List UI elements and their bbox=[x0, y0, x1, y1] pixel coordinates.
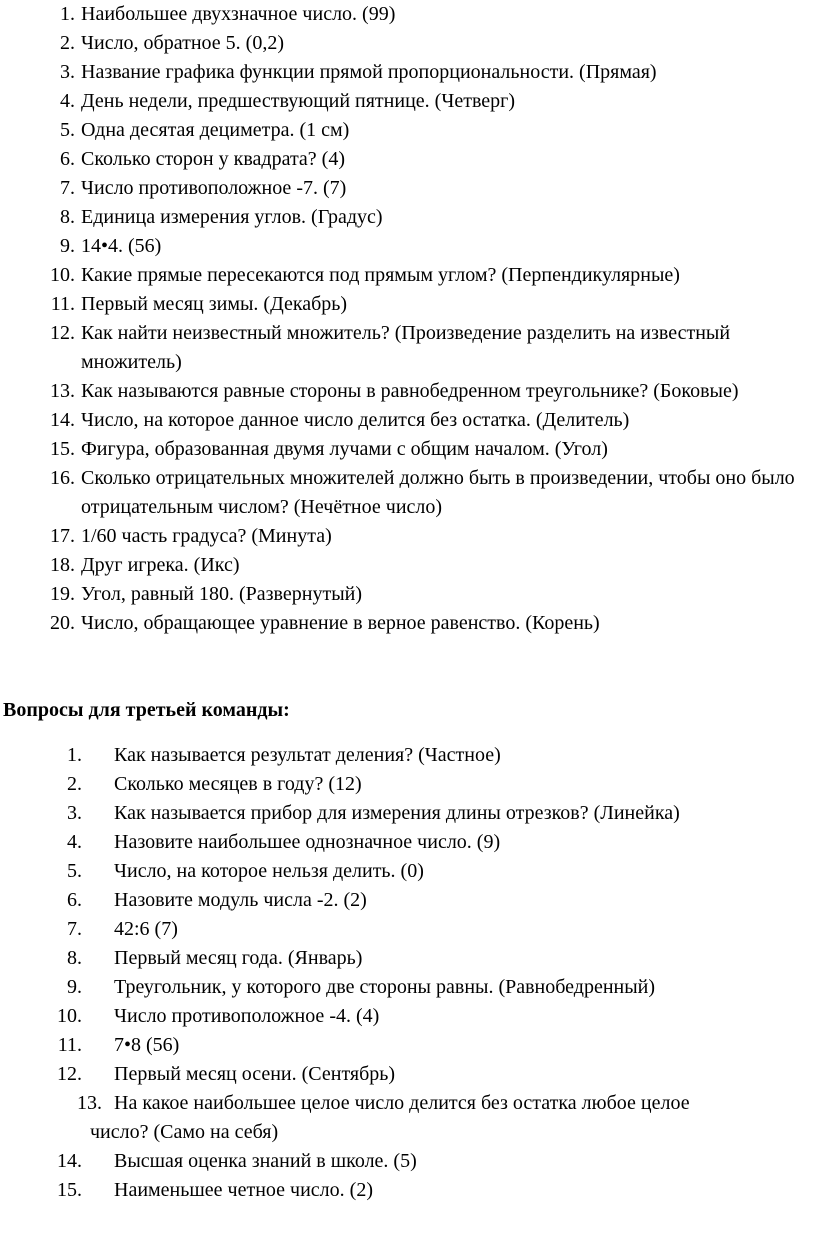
questions-list-third-team bbox=[0, 741, 816, 1205]
item-number: 1. bbox=[60, 3, 75, 25]
item-line-2 bbox=[0, 1118, 786, 1147]
item-text: Сколько месяцев в году? (12) bbox=[114, 773, 362, 795]
item-text: Какие прямые пересекаются под прямым углом? (Перпендикулярные) bbox=[81, 264, 680, 286]
item-number: 12. bbox=[57, 1063, 82, 1085]
item-text: Наименьшее четное число. (2) bbox=[114, 1179, 373, 1201]
item-text: 1/60 часть градуса? (Минута) bbox=[81, 525, 332, 547]
list-item bbox=[0, 87, 816, 116]
list-item bbox=[0, 232, 816, 261]
item-text: Как называется результат деления? (Частное) bbox=[114, 744, 501, 766]
list-item bbox=[0, 174, 816, 203]
list-item bbox=[0, 1176, 816, 1205]
list-item bbox=[0, 261, 816, 290]
item-number: 2. bbox=[60, 32, 75, 54]
item-number: 4. bbox=[67, 831, 82, 853]
item-text: Первый месяц осени. (Сентябрь) bbox=[114, 1063, 396, 1085]
item-number: 9. bbox=[60, 235, 75, 257]
item-text: Угол, равный 180. (Развернутый) bbox=[81, 583, 362, 605]
item-number: 14. bbox=[50, 409, 75, 431]
list-item bbox=[0, 1002, 816, 1031]
item-text: Число противоположное -7. (7) bbox=[81, 177, 347, 199]
list-item bbox=[0, 799, 816, 828]
item-number: 7. bbox=[67, 918, 82, 940]
list-item bbox=[0, 886, 816, 915]
item-text: Единица измерения углов. (Градус) bbox=[81, 206, 383, 228]
list-item bbox=[0, 828, 816, 857]
item-number: 14. bbox=[57, 1150, 82, 1172]
list-item bbox=[0, 1147, 816, 1176]
list-item bbox=[0, 551, 816, 580]
item-text: Первый месяц зимы. (Декабрь) bbox=[81, 293, 348, 315]
item-text: Сколько отрицательных множителей должно быть в произведении, чтобы оно было отрицательным числом? (Нечётное число) bbox=[81, 467, 795, 518]
item-text: Как называются равные стороны в равнобедренном треугольнике? (Боковые) bbox=[81, 380, 739, 402]
item-number: 9. bbox=[67, 976, 82, 998]
item-number: 13. bbox=[50, 380, 75, 402]
item-number: 1. bbox=[67, 744, 82, 766]
item-text: Фигура, образованная двумя лучами с общим началом. (Угол) bbox=[81, 438, 608, 460]
list-item bbox=[0, 1089, 816, 1147]
list-item bbox=[0, 770, 816, 799]
item-number: 18. bbox=[50, 554, 75, 576]
item-number: 10. bbox=[50, 264, 75, 286]
item-number: 15. bbox=[50, 438, 75, 460]
item-number: 8. bbox=[60, 206, 75, 228]
item-text: Как найти неизвестный множитель? (Произведение разделить на известный множитель) bbox=[81, 322, 731, 373]
item-number: 15. bbox=[57, 1179, 82, 1201]
item-text: Первый месяц года. (Январь) bbox=[114, 947, 363, 969]
list-item bbox=[0, 915, 816, 944]
item-text-line-1: На какое наибольшее целое число делится без остатка любое целое bbox=[114, 1092, 690, 1114]
item-number: 19. bbox=[50, 583, 75, 605]
list-item bbox=[0, 290, 816, 319]
item-text: Сколько сторон у квадрата? (4) bbox=[81, 148, 346, 170]
item-number: 11. bbox=[50, 293, 75, 315]
item-number: 4. bbox=[60, 90, 75, 112]
item-number: 5. bbox=[67, 860, 82, 882]
list-item bbox=[0, 741, 816, 770]
list-item bbox=[0, 973, 816, 1002]
item-number: 2. bbox=[67, 773, 82, 795]
item-number: 13. bbox=[77, 1092, 102, 1114]
item-number: 6. bbox=[60, 148, 75, 170]
item-text-line-2: число? (Само на себя) bbox=[90, 1121, 279, 1143]
item-number: 12. bbox=[50, 322, 75, 344]
item-text: Число, на которое нельзя делить. (0) bbox=[114, 860, 424, 882]
list-item bbox=[0, 857, 816, 886]
item-line-1 bbox=[0, 1089, 786, 1118]
list-item bbox=[0, 29, 816, 58]
item-text: Наибольшее двухзначное число. (99) bbox=[81, 3, 396, 25]
item-number: 10. bbox=[57, 1005, 82, 1027]
item-text: Как называется прибор для измерения длины отрезков? (Линейка) bbox=[114, 802, 680, 824]
list-item bbox=[0, 203, 816, 232]
list-item bbox=[0, 944, 816, 973]
item-text: Число, обращающее уравнение в верное равенство. (Корень) bbox=[81, 612, 600, 634]
item-number: 20. bbox=[50, 612, 75, 634]
item-text: Число, на которое данное число делится без остатка. (Делитель) bbox=[81, 409, 630, 431]
section-heading-third-team: Вопросы для третьей команды: bbox=[3, 699, 290, 721]
item-number: 7. bbox=[60, 177, 75, 199]
item-text: Треугольник, у которого две стороны равны. (Равнобедренный) bbox=[114, 976, 656, 998]
list-item bbox=[0, 0, 816, 29]
list-item bbox=[0, 522, 816, 551]
item-text: Число, обратное 5. (0,2) bbox=[81, 32, 284, 54]
item-text: Название графика функции прямой пропорциональности. (Прямая) bbox=[81, 61, 657, 83]
item-number: 6. bbox=[67, 889, 82, 911]
list-item bbox=[0, 319, 816, 377]
item-text: Число противоположное -4. (4) bbox=[114, 1005, 380, 1027]
list-item bbox=[0, 145, 816, 174]
item-number: 5. bbox=[60, 119, 75, 141]
item-number: 17. bbox=[50, 525, 75, 547]
list-item bbox=[0, 1060, 816, 1089]
item-number: 3. bbox=[60, 61, 75, 83]
item-text: Высшая оценка знаний в школе. (5) bbox=[114, 1150, 417, 1172]
item-text: 14•4. (56) bbox=[81, 235, 162, 257]
list-item bbox=[0, 116, 816, 145]
item-text: День недели, предшествующий пятнице. (Четверг) bbox=[81, 90, 516, 112]
list-item bbox=[0, 464, 816, 522]
item-text: 42:6 (7) bbox=[114, 918, 178, 940]
item-number: 8. bbox=[67, 947, 82, 969]
item-text: 7•8 (56) bbox=[114, 1034, 180, 1056]
list-item bbox=[0, 609, 816, 638]
list-item bbox=[0, 58, 816, 87]
item-number: 16. bbox=[50, 467, 75, 489]
list-item bbox=[0, 435, 816, 464]
list-item bbox=[0, 406, 816, 435]
item-text: Назовите наибольшее однозначное число. (9) bbox=[114, 831, 501, 853]
list-item bbox=[0, 580, 816, 609]
item-number: 3. bbox=[67, 802, 82, 824]
item-text: Назовите модуль числа -2. (2) bbox=[114, 889, 367, 911]
item-text: Одна десятая дециметра. (1 см) bbox=[81, 119, 350, 141]
item-number: 11. bbox=[57, 1034, 82, 1056]
list-item bbox=[0, 1031, 816, 1060]
list-item bbox=[0, 377, 816, 406]
item-text: Друг игрека. (Икс) bbox=[81, 554, 240, 576]
